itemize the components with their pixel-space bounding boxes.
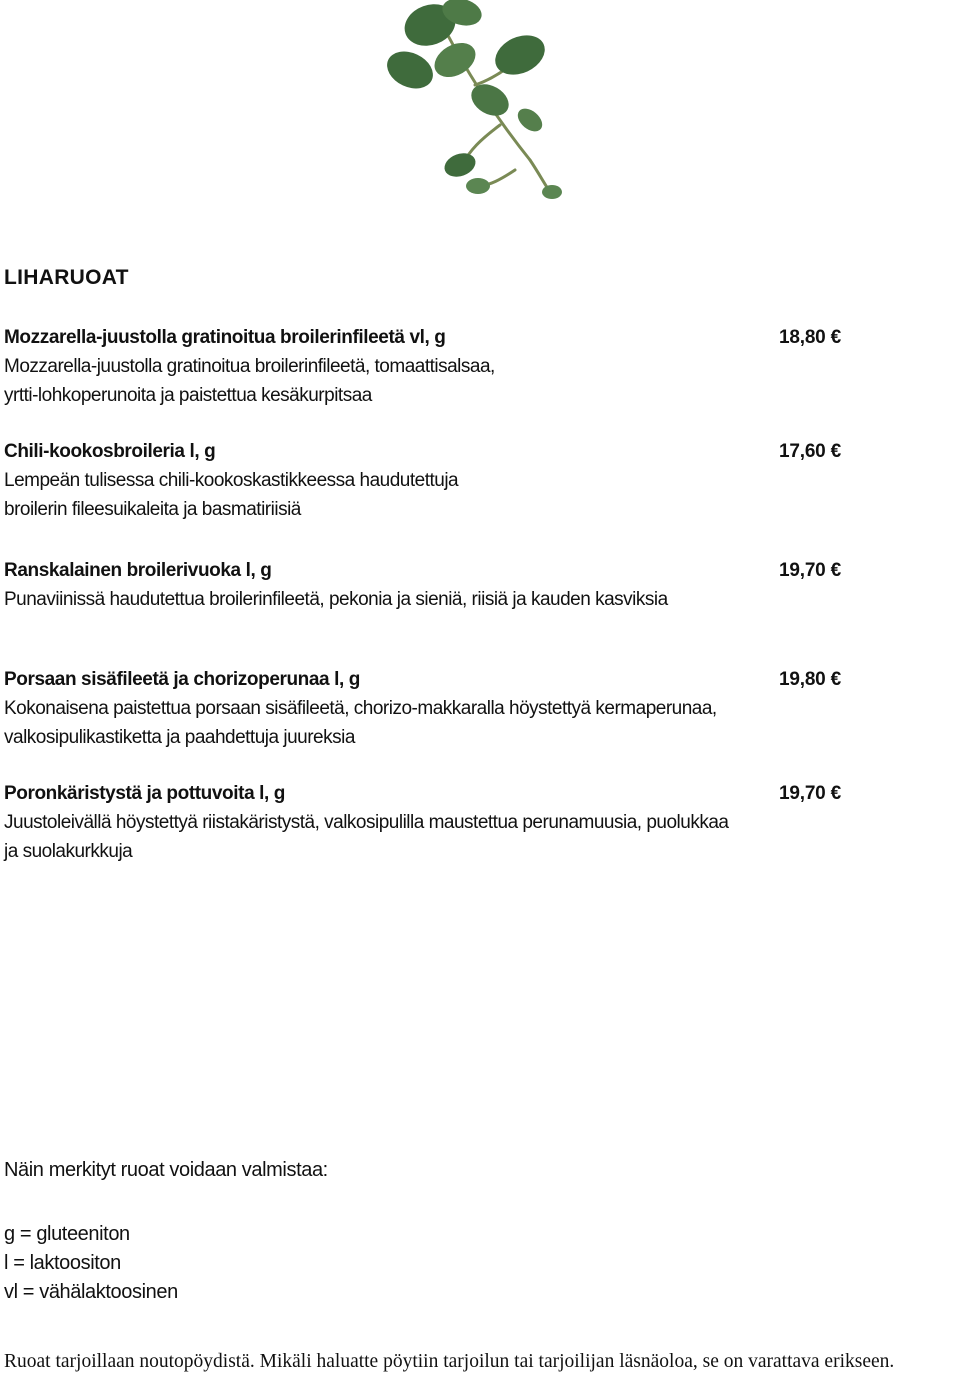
dish-item xyxy=(4,665,959,752)
footer-note: Ruoat tarjoillaan noutopöydistä. Mikäli haluatte pöytiin tarjoilun tai tarjoilijan läsnäoloa, se on varattava erikseen. xyxy=(4,1351,895,1372)
dish-price: 19,70 € xyxy=(779,783,841,804)
legend-item-low-lactose: vl = vähälaktoosinen xyxy=(4,1281,178,1303)
dish-description: Kokonaisena paistettua porsaan sisäfileetä, chorizo-makkaralla höystettyä kermaperunaa, valkosipulikastiketta ja paahdettuja juureksia xyxy=(4,698,717,748)
dish-description: Punaviinissä haudutettua broilerinfileetä, pekonia ja sieniä, riisiä ja kauden kasviksia xyxy=(4,589,668,610)
legend-title: Näin merkityt ruoat voidaan valmistaa: xyxy=(4,1159,328,1181)
dish-name: Porsaan sisäfileetä ja chorizoperunaa l, g xyxy=(4,669,360,690)
dish-item xyxy=(4,323,959,410)
dish-name: Poronkäristystä ja pottuvoita l, g xyxy=(4,783,285,804)
herb-sprig-icon xyxy=(380,0,580,205)
dish-name: Chili-kookosbroileria l, g xyxy=(4,441,216,462)
dish-description: Mozzarella-juustolla gratinoitua broilerinfileetä, tomaattisalsaa, yrtti-lohkoperunoita ja paistettua kesäkurpitsaa xyxy=(4,356,495,406)
section-title: LIHARUOAT xyxy=(4,266,129,289)
dish-description: Lempeän tulisessa chili-kookoskastikkeessa haudutettuja broilerin fileesuikaleita ja basmatiriisiä xyxy=(4,470,459,520)
dish-description: Juustoleivällä höystettyä riistakäristystä, valkosipulilla maustettua perunamuusia, puolukkaa ja suolakurkkuja xyxy=(4,812,729,862)
dish-item xyxy=(4,437,959,524)
legend-item-gluten-free: g = gluteeniton xyxy=(4,1223,130,1245)
dish-item xyxy=(4,779,959,866)
dish-price: 19,70 € xyxy=(779,560,841,581)
legend-list xyxy=(4,1220,178,1307)
dish-item xyxy=(4,556,959,614)
dish-price: 17,60 € xyxy=(779,441,841,462)
legend-item-lactose-free: l = laktoositon xyxy=(4,1252,121,1274)
dish-name: Ranskalainen broilerivuoka l, g xyxy=(4,560,272,581)
dish-price: 18,80 € xyxy=(779,327,841,348)
dish-price: 19,80 € xyxy=(779,669,841,690)
dish-name: Mozzarella-juustolla gratinoitua broilerinfileetä vl, g xyxy=(4,327,446,348)
